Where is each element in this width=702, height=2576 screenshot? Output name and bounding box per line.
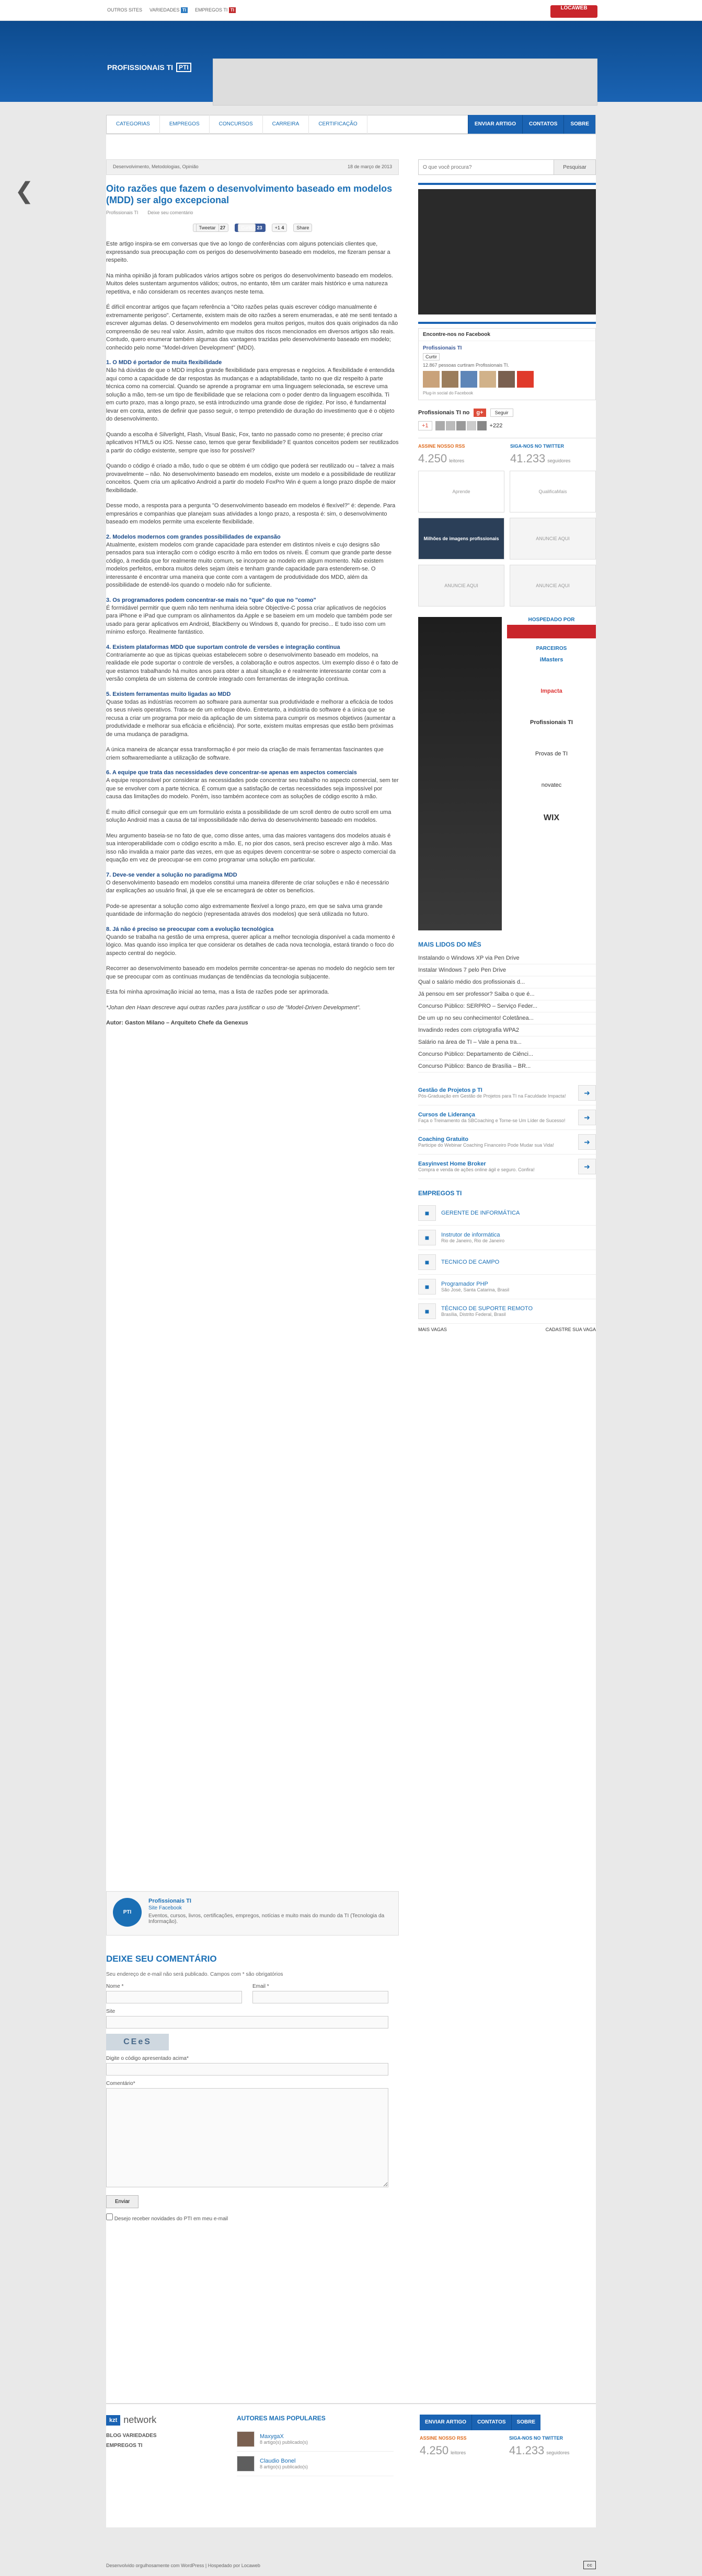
article-author[interactable]: Profissionais TI: [106, 210, 139, 215]
job-item[interactable]: ■ GERENTE DE INFORMÁTICA: [418, 1201, 596, 1226]
list-item[interactable]: Salário na área de TI – Vale a pena tra...: [418, 1036, 596, 1048]
breadcrumb-links[interactable]: Desenvolvimento, Metodologias, Opinião: [113, 164, 199, 169]
search-form: [418, 159, 596, 175]
author-avatar: PTI: [113, 1898, 142, 1927]
section-heading: 4. Existem plataformas MDD que suportam controle de versões e integração contínua: [106, 644, 340, 650]
author-name[interactable]: Profissionais TI: [148, 1898, 191, 1904]
breadcrumb: [106, 159, 399, 175]
search-button[interactable]: Pesquisar: [554, 160, 595, 174]
facebook-faces: [423, 371, 591, 388]
article-signature: Autor: Gaston Milano – Arquiteto Chefe da Genexus: [106, 1020, 248, 1026]
rss-count: 4.250: [418, 452, 447, 465]
list-item[interactable]: Já pensou em ser professor? Saiba o que é...: [418, 988, 596, 1000]
ad-slot[interactable]: ANUNCIE AQUI: [510, 518, 596, 560]
gplus-count: +222: [489, 423, 503, 429]
section-paragraph: Desse modo, a resposta para a pergunta "O desenvolvimento baseado em modelos é flexível?" é: depende. Para empresários e companhias que planejam suas atividades a longo prazo, a resposta é: sim, o desenvolvimento baseado em modelos permite uma excelente flexibilidade.: [106, 503, 396, 525]
article-note: *Johan den Haan descreve aqui outras razões para justificar o uso de "Model-Driven Development".: [106, 1004, 361, 1011]
author-site[interactable]: Site Facebook: [148, 1905, 182, 1911]
footer-nav-sobre[interactable]: SOBRE: [511, 2415, 541, 2430]
arrow-right-icon[interactable]: ➜: [578, 1134, 596, 1150]
share-button[interactable]: Share: [293, 224, 312, 232]
empregos-link[interactable]: EMPREGOS TI TI: [195, 7, 236, 13]
partner-logo[interactable]: novatec: [541, 782, 562, 788]
popular-list: [418, 952, 596, 1073]
nav-concursos[interactable]: CONCURSOS: [210, 115, 263, 134]
site-label: Site: [106, 2009, 116, 2014]
job-item[interactable]: ■ TECNICO DE CAMPO: [418, 1250, 596, 1275]
captcha-label: Digite o código apresentado acima*: [106, 2056, 189, 2061]
footer-network: [106, 2415, 211, 2449]
section-paragraph: Quando o código é criado a mão, tudo o que se obtém é um código que poderá ser reutilizado ou – talvez a mais provavelmente – não. No desenvolvimento baseado em modelos, existe um modelo e a possibilidade de reutilizar conceitos. Quem cria um aplicativo Android a partir do modelo FoxPro Win é quem a longo prazo dispõe de maior flexibilidade.: [106, 463, 396, 494]
section-heading: 1. O MDD é portador de muita flexibilidade: [106, 359, 222, 366]
locaweb-logo[interactable]: LOCAWEB: [550, 5, 597, 18]
footer: [106, 2403, 596, 2502]
author-item[interactable]: Claudio Bonel 8 artigo(s) publicado(s): [237, 2452, 394, 2476]
article-meta: [106, 210, 399, 215]
facebook-title: Encontre-nos no Facebook: [419, 329, 595, 341]
section-paragraph: Pode-se apresentar a solução como algo extremamente flexível a longo prazo, em que se salva uma grande quantidade de informação do negócio (representada através dos modelos) que será utilizada no futuro.: [106, 903, 383, 917]
briefcase-icon: ■: [418, 1230, 436, 1245]
list-item[interactable]: Invadindo redes com criptografia WPA2: [418, 1024, 596, 1036]
paragraph: Na minha opinião já foram publicados vários artigos sobre os perigos do desenvolvimento baseado em modelos. Muitos deles sustentam argumentos válidos; outros, no entanto, têm um caráter mais histórico e uma natureza repetitiva, e não consideram os recentes avanços neste tema.: [106, 272, 394, 295]
header-banner[interactable]: [213, 59, 597, 106]
email-label: Email *: [252, 1984, 269, 1989]
subscribe-checkbox[interactable]: [106, 2213, 113, 2220]
rss-label[interactable]: ASSINE NOSSO RSS: [418, 444, 465, 449]
section-paragraph: Não há dúvidas de que o MDD implica grande flexibilidade para empresas e negócios. A flexibilidade é entendida aqui como a capacidade de dar respostas às mudanças e a adaptabilidade, tanto no que diz respeito à parte técnica como na comercial. Quando se aprende a programar em uma linguagem selecionada, se escreve uma solução a mão, tem-se um tipo de flexibilidade que se relaciona com o poder dentro da linguagem escolhida. Ti em curto prazo, mas a longo prazo, se está introduzindo uma grande dose de rigidez. Por isso, é fundamental levar em conta, antes de definir que passo seguir, o tempo pretendido de duração do investimento que é o objeto do desenvolvimento.: [106, 367, 395, 422]
section-heading: 2. Modelos modernos com grandes possibilidades de expansão: [106, 533, 281, 540]
job-item[interactable]: ■ Instrutor de informática Rio de Janeiro, Rio de Janeiro: [418, 1226, 596, 1250]
comment-label: Comentário*: [106, 2081, 135, 2087]
author-box: [106, 1891, 399, 1936]
list-item[interactable]: Qual o salário médio dos profissionais d...: [418, 976, 596, 988]
list-item[interactable]: Concurso Público: SERPRO – Serviço Feder...: [418, 1000, 596, 1012]
kzt-logo: kzt: [106, 2415, 120, 2426]
avatar: [237, 2431, 255, 2447]
section-paragraph: Meu argumento baseia-se no fato de que, como disse antes, uma das maiores vantagens dos modelos atuais é sua interoperabilidade com o código escrito a mão. E, no pior dos casos, será preciso escrever algo à mão. Mas isso não invalida a maior parte das vezes, em que as equipes devem concentrar-se sobre o aspecto comercial da equação em vez de preocupar-se em como programar uma solução em particular.: [106, 832, 396, 863]
nav-empregos[interactable]: EMPREGOS: [160, 115, 210, 134]
facebook-widget: [418, 328, 596, 400]
paragraph: Este artigo inspira-se em conversas que tive ao longo de conferências com alguns potenciais clientes que, expressando sua preocupação com os perigos do desenvolvimento baseado em modelos, me fizeram pensar a respeito.: [106, 241, 390, 263]
top-bar: [0, 0, 702, 21]
ad-grid: [418, 471, 596, 607]
comment-link[interactable]: Deixe seu comentário: [147, 210, 193, 215]
footer-counters: ENVIAR ARTIGO CONTATOS SOBRE ASSINE NOSSO RSS 4.250 leitores SIGA-NOS NO TWITTER 41.233 seguidores: [420, 2415, 592, 2463]
locaweb-sponsor-logo[interactable]: [507, 625, 596, 638]
partner-logo[interactable]: Impacta: [540, 688, 562, 694]
footer-authors: AUTORES MAIS POPULARES MaxygaX 8 artigo(s) publicado(s) Claudio Bonel 8 artigo(s) publicado(s): [237, 2415, 394, 2476]
partner-logo[interactable]: iMasters: [539, 657, 563, 663]
course-item[interactable]: Cursos de Liderança Faça o Treinamento da SBCoaching e Torne-se Um Líder de Sucesso! ➜: [418, 1105, 596, 1130]
author-bio: Eventos, cursos, livros, certificações, empregos, notícias e muito mais do mundo da TI (Tecnologia da Informação).: [148, 1913, 385, 1925]
section-heading: 5. Existem ferramentas muito ligadas ao MDD: [106, 691, 231, 697]
ad-qualificamais[interactable]: QualificaMais: [510, 471, 596, 512]
comment-form: [106, 1954, 399, 2222]
hosting-label: HOSPEDADO POR: [528, 617, 575, 623]
post-date: 18 de março de 2013: [347, 164, 392, 169]
tweet-button[interactable]: Tweetar 27: [193, 224, 229, 232]
site-logo[interactable]: PROFISSIONAIS TI PTI: [107, 63, 191, 72]
post-job-link[interactable]: CADASTRE SUA VAGA: [545, 1327, 596, 1332]
creative-commons-icon[interactable]: cc: [583, 2561, 596, 2569]
name-label: Nome *: [106, 1984, 124, 1989]
arrow-right-icon[interactable]: ➜: [578, 1110, 596, 1125]
popular-title: MAIS LIDOS DO MÊS: [418, 941, 481, 948]
briefcase-icon: ■: [418, 1205, 436, 1221]
variedades-link[interactable]: VARIEDADES TI: [149, 7, 188, 13]
facebook-page[interactable]: Profissionais TI: [423, 345, 462, 351]
arrow-right-icon[interactable]: ➜: [578, 1085, 596, 1101]
briefcase-icon: ■: [418, 1303, 436, 1319]
gplus-plus-icon: +1: [418, 421, 432, 430]
send-button[interactable]: Enviar: [106, 2195, 139, 2208]
arrow-right-icon[interactable]: ➜: [578, 1159, 596, 1174]
section-heading: 3. Os programadores podem concentrar-se mais no "que" do que no "como": [106, 597, 316, 603]
outros-sites-link[interactable]: OUTROS SITES: [107, 7, 143, 13]
section-heading: 8. Já não é preciso se preocupar com a evolução tecnológica: [106, 926, 274, 933]
section-paragraph: Quase todas as indústrias recorrem ao software para aumentar sua produtividade e melhorar a eficácia de todos os seus níveis operativos. Trata-se de um enfoque óbvio. Entretanto, a indústria do software é a única que se recusa a criar um programa por meio da aplicação de um sistema para cumprir os mesmos objetivos (aumentar a produtividade e melhorar sua eficácia e eficiência). Por sorte, existem muitas empresas que estão bem próximas de uma mudança de paradigma.: [106, 698, 396, 738]
article-body: [106, 240, 399, 1028]
captcha-field[interactable]: [106, 2063, 388, 2076]
section-paragraph: O desenvolvimento baseado em modelos constitui uma maneira diferente de criar soluções e não é necessário dar explicações ao usuário final, já que ele se encarregará de obter os benefícios.: [106, 879, 389, 894]
facebook-like-widget-button[interactable]: Curtir: [423, 353, 440, 360]
job-item[interactable]: ■ Programador PHP São José, Santa Catarina, Brasil: [418, 1275, 596, 1299]
twitter-label[interactable]: SIGA-NOS NO TWITTER: [510, 444, 564, 449]
ad-slot[interactable]: ANUNCIE AQUI: [510, 565, 596, 607]
credit-text: Desenvolvido orgulhosamente com WordPress | Hospedado por Locaweb: [106, 2563, 260, 2568]
section-paragraph: Esta foi minha aproximação inicial ao tema, mas a lista de razões pode ser aprimorada.: [106, 989, 329, 995]
list-item[interactable]: De um up no seu conhecimento! Coletânea...: [418, 1012, 596, 1024]
sidebar-banner[interactable]: [418, 189, 596, 314]
gplus-title: Profissionais TI no: [418, 410, 470, 416]
sidebar: [418, 183, 596, 1332]
nav-carreira[interactable]: CARREIRA: [263, 115, 309, 134]
comments-title: DEIXE SEU COMENTÁRIO: [106, 1954, 217, 1964]
section-paragraph: A única maneira de alcançar essa transformação é por meio da criação de mais ferramentas fascinantes que criem softwaremediante a utilização de software.: [106, 747, 384, 761]
nav-sobre[interactable]: SOBRE: [563, 115, 595, 134]
footer-link[interactable]: BLOG VARIEDADES: [106, 2433, 157, 2439]
name-field[interactable]: [106, 1991, 242, 2003]
section-paragraph: A equipe responsável por considerar as necessidades pode concentrar seu trabalho no aspecto comercial, sem ter que se envolver com a parte técnica. É comum que a satisfação de certas necessidades seja impossível por causa das limitações do modelo. Porém, isso também acontece com as soluções de código escrito à mão.: [106, 777, 399, 800]
section-paragraph: É muito difícil conseguir que em um formulário exista a possibilidade de um scroll dentro de outro scroll em uma solução Android mas a causa de tal impossibilidade não deriva do desenvolvimento baseado em modelos.: [106, 809, 392, 823]
list-item[interactable]: Instalar Windows 7 pelo Pen Drive: [418, 964, 596, 976]
gplus-icon: g+: [474, 409, 486, 417]
comments-note: Seu endereço de e-mail não será publicado. Campos com * são obrigatórios: [106, 1972, 283, 1977]
main-nav: [106, 115, 596, 134]
briefcase-icon: ■: [418, 1254, 436, 1270]
partner-logo[interactable]: Provas de TI: [535, 751, 568, 757]
site-header: [0, 21, 702, 102]
job-item[interactable]: ■ TÉCNICO DE SUPORTE REMOTO Brasília, Distrito Federal, Brasil: [418, 1299, 596, 1324]
section-heading: 6. A equipe que trata das necessidades deve concentrar-se apenas em aspectos comerciais: [106, 770, 357, 776]
top-links: [107, 7, 236, 13]
section-paragraph: Atualmente, existem modelos com grande capacidade para estender em distintos níveis e cujo designs são pensados para sua interação com o código escrito à mão em todos os níveis. É comum que grande parte desse código, à medida que for realmente muito comum, se incorpore ao modelo em algum momento. Não existem modelos perfeitos, embora muitos deles sejam úteis e tenham grande capacidade para estenderem-se. O interessante é encontrar uma maneira que conte com a vantagem de produtividade dos MDD, além da possibilidade de estendê-los quando o modelo não for suficiente.: [106, 541, 392, 588]
facebook-like-button[interactable]: Curtir 23: [235, 224, 266, 232]
partners-label: PARCEIROS: [536, 646, 567, 651]
footer-link[interactable]: EMPREGOS TI: [106, 2443, 143, 2449]
ad-fotolia[interactable]: Milhões de imagens profissionais: [418, 518, 504, 560]
course-item[interactable]: Gestão de Projetos p TI Pós-Graduação em Gestão de Projetos para TI na Faculdade Impacta! ➜: [418, 1081, 596, 1105]
subscriber-counters: ASSINE NOSSO RSS 4.250 leitores SIGA-NOS NO TWITTER 41.233 seguidores: [418, 438, 596, 471]
section-paragraph: Recorrer ao desenvolvimento baseado em modelos permite concentrar-se apenas no modelo do negócio sem ter que se preocupar com as contínuas mudanças de tendências da tecnologia subjacente.: [106, 965, 395, 980]
footer-nav-enviar[interactable]: ENVIAR ARTIGO: [420, 2415, 471, 2430]
avatar: [237, 2456, 255, 2472]
nav-enviar-artigo[interactable]: ENVIAR ARTIGO: [468, 115, 522, 134]
list-item[interactable]: Concurso Público: Departamento de Ciênci...: [418, 1048, 596, 1060]
partner-logo[interactable]: WIX: [543, 813, 560, 822]
course-item[interactable]: Easyinvest Home Broker Compra e venda de ações online ágil e seguro. Confira! ➜: [418, 1155, 596, 1179]
course-item[interactable]: Coaching Gratuito Participe do Webinar Coaching Financeiro Pode Mudar sua Vida! ➜: [418, 1130, 596, 1155]
briefcase-icon: ■: [418, 1279, 436, 1295]
section-paragraph: É formidável permitir que quem não tem nenhuma ideia sobre Objective-C possa criar aplicativos de negócios para iPhone e iPad que cumpram os alinhamentos da Apple e se baseiem em um modelo que também pode ser usado para gerar aplicativos em Android, BlackBerry ou Windows 8, quando for preciso... E tudo isso com um mínimo esforço. Realmente fantástico.: [106, 604, 393, 635]
nav-contatos[interactable]: CONTATOS: [522, 115, 563, 134]
footer-rss-label[interactable]: ASSINE NOSSO RSS: [420, 2435, 467, 2441]
section-heading: 7. Deve-se vender a solução no paradigma MDD: [106, 871, 237, 878]
site-field[interactable]: [106, 2016, 388, 2029]
comment-textarea[interactable]: [106, 2088, 388, 2187]
jobs-list: [418, 1201, 596, 1324]
section-paragraph: Quando a escolha é Silverlight, Flash, Visual Basic, Fox, tanto no passado como no presente; é preciso criar aplicativos HTML5 ou iOS. Nesse caso, temos que gerar flexibilidade? E quantos conceitos podem ser reutilizados a partir do código existente, sempre que isso for possível?: [106, 431, 399, 454]
footer-twitter-label[interactable]: SIGA-NOS NO TWITTER: [509, 2435, 563, 2441]
list-item[interactable]: Instalando o Windows XP via Pen Drive: [418, 952, 596, 964]
email-field[interactable]: [252, 1991, 388, 2003]
section-paragraph: Quando se trabalha na gestão de uma empresa, querer aplicar a melhor tecnologia disponível a cada momento é lógico. Mas quando isso implica ter que considerar os detalhes de cada nova tecnologia, estará tirando o foco do aspecto central do negócio.: [106, 934, 395, 957]
search-input[interactable]: [419, 160, 554, 174]
more-jobs-link[interactable]: MAIS VAGAS: [418, 1327, 447, 1332]
article: [106, 183, 399, 1035]
twitter-count: 41.233: [510, 452, 546, 465]
previous-post-arrow-icon[interactable]: ❮: [15, 178, 34, 204]
paragraph: É difícil encontrar artigos que façam referência a "Oito razões pelas quais escrever código manualmente é extremamente perigoso". Certamente, existem mais de oito razões a serem enumeradas, e até me senti tentado a escrever algumas delas. O desenvolvimento em modelos gera muitos perigos, muitos dos quais originados da não compreensão de seu real valor. Assim, admito que muitos dos riscos mencionados em diversos artigos são reais. Contudo, quero enumerar também algumas das vantagens trazidas pelo desenvolvimento baseado em modelo; conhecido pelo nome "Model-driven Development" (MDD).: [106, 304, 398, 351]
ad-aprende[interactable]: Aprende: [418, 471, 504, 512]
facebook-plugin: Plug-in social do Facebook: [423, 391, 474, 395]
network-label: network: [123, 2415, 157, 2425]
article-title: Oito razões que fazem o desenvolvimento baseado em modelos (MDD) ser algo excepcional: [106, 183, 393, 205]
author-item[interactable]: MaxygaX 8 artigo(s) publicado(s): [237, 2427, 394, 2452]
captcha-image: CEeS: [106, 2034, 169, 2050]
gplus-widget: [418, 409, 596, 417]
nav-categorias[interactable]: CATEGORIAS: [107, 115, 160, 134]
list-item[interactable]: Concurso Público: Banco de Brasília – BR...: [418, 1060, 596, 1073]
gplus-follow-button[interactable]: Seguir: [490, 409, 513, 417]
jobs-title: EMPREGOS TI: [418, 1190, 462, 1197]
partner-logo[interactable]: Profissionais TI: [530, 719, 573, 726]
ad-slot[interactable]: ANUNCIE AQUI: [418, 565, 504, 607]
erp-banner[interactable]: [418, 617, 502, 930]
nav-certificacao[interactable]: CERTIFICAÇÃO: [309, 115, 367, 134]
section-paragraph: Contrariamente ao que as típicas queixas estabelecem sobre o desenvolvimento baseado em modelos, na realidade ele pode suportar o controle de versões, a colaboração e outros aspectos. Um exemplo disso é o fato de que estamos trabalhando há muitos anos para obter a atual situação e é realmente interessante contar com a versão completa de um sistema de controle integrado com ferramentas de integração contínua.: [106, 651, 398, 682]
subscribe-label: Desejo receber novidades do PTI em meu e-mail: [114, 2216, 228, 2222]
share-bar: [106, 224, 399, 232]
footer-nav-contatos[interactable]: CONTATOS: [471, 2415, 511, 2430]
gplus-button[interactable]: +1 4: [272, 224, 287, 232]
facebook-count: 12.867 pessoas curtiram Profissionais TI.: [423, 363, 509, 368]
footer-credit: [106, 2559, 596, 2576]
course-ads: [418, 1081, 596, 1179]
